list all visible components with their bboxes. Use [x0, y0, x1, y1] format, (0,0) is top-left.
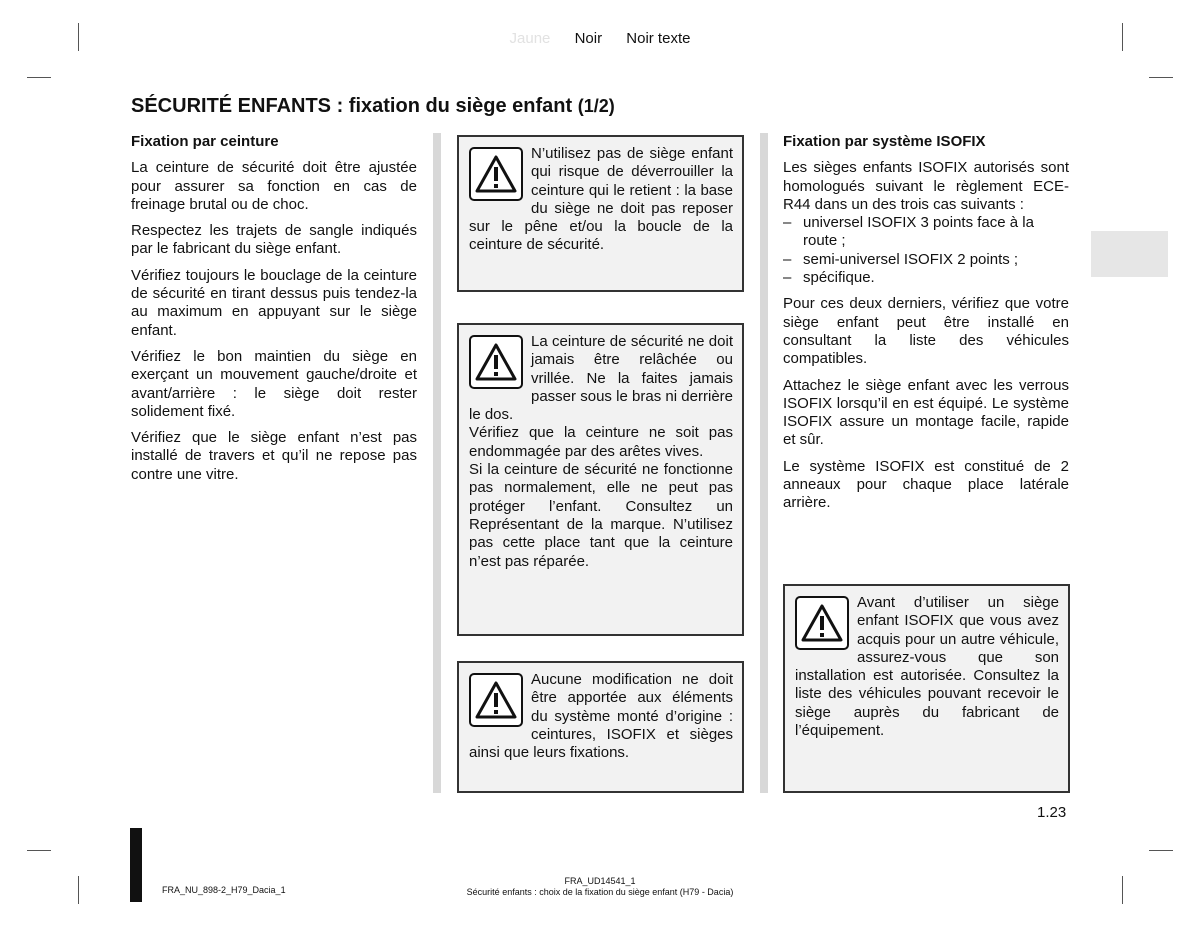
page-title-part: (1/2)	[577, 96, 615, 116]
warning-box	[457, 135, 744, 292]
warning-box	[457, 323, 744, 636]
right-column	[783, 133, 1069, 521]
unit-title: Sécurité enfants : choix de la fixation du siège enfant (H79 - Dacia)	[466, 887, 734, 897]
paragraph: Respectez les trajets de sangle indiqués par le fabricant du siège enfant.	[131, 222, 417, 258]
warning-text: Si la ceinture de sécurité ne fonctionne pas normalement, elle ne peut pas protéger l’enfant. Consultez un Représentant de la marque. N’utilisez pas cette place tant que la ceinture n’est pas réparée.	[469, 461, 733, 570]
warning-text: La ceinture de sécurité ne doit jamais être relâchée ou vrillée. Ne la faites jamais passer sous le bras ni derrière le dos.	[469, 333, 733, 424]
isofix-types-list	[783, 214, 1069, 287]
column-divider	[433, 133, 441, 793]
left-column	[131, 133, 417, 492]
paragraph: La ceinture de sécurité doit être ajustée pour assurer sa fonction en cas de freinage brutal ou de choc.	[131, 159, 417, 213]
warning-text: Vérifiez que la ceinture ne soit pas endommagée par des arêtes vives.	[469, 424, 733, 460]
paragraph: Le système ISOFIX est constitué de 2 anneaux pour chaque place latérale arrière.	[783, 457, 1069, 512]
chapter-tab	[1091, 231, 1168, 277]
warning-triangle-icon	[795, 596, 849, 650]
color-label-noir-texte: Noir texte	[626, 30, 691, 47]
warning-triangle-icon	[469, 673, 523, 727]
page-title-main: SÉCURITÉ ENFANTS : fixation du siège enfant	[131, 95, 573, 117]
unit-reference: FRA_UD14541_1	[564, 876, 636, 886]
warning-triangle-icon	[469, 335, 523, 389]
page-title	[131, 95, 615, 118]
page-number: 1.23	[1037, 804, 1067, 821]
paragraph: Pour ces deux derniers, vérifiez que votre siège enfant peut être installé en consultant la liste des véhicules compatibles.	[783, 295, 1069, 368]
crop-mark	[27, 77, 51, 78]
warning-text: Aucune modification ne doit être apportée aux éléments du système monté d’origine : ceintures, ISOFIX et sièges ainsi que leurs fixations.	[469, 671, 733, 762]
paragraph: Vérifiez toujours le bouclage de la ceinture de sécurité en tirant dessus puis tendez-la au maximum en appuyant sur le siège enfant.	[131, 266, 417, 339]
paragraph: Les sièges enfants ISOFIX autorisés sont homologués suivant le règlement ECE-R44 dans un des trois cas suivants :	[783, 159, 1069, 213]
doc-reference: FRA_NU_898-2_H79_Dacia_1	[162, 885, 286, 895]
crop-mark	[1149, 77, 1173, 78]
column-divider	[760, 133, 768, 793]
warning-text: N’utilisez pas de siège enfant qui risque de déverrouiller la ceinture qui le retient : la base du siège ne doit pas reposer sur le pêne et/ou la boucle de la ceinture de sécurité.	[469, 145, 733, 254]
color-label-noir: Noir	[574, 30, 603, 47]
list-item: – universel ISOFIX 3 points face à la route ;	[783, 214, 1034, 250]
crop-mark	[1149, 850, 1173, 851]
footer-unit-info	[0, 876, 1200, 898]
warning-text: Avant d’utiliser un siège enfant ISOFIX que vous avez acquis pour un autre véhicule, assurez-vous que son installation est autorisée. Consultez la liste des véhicules pouvant recevoir le siège auprès du fabricant de l’équipement.	[795, 594, 1059, 740]
list-item: – spécifique.	[783, 269, 875, 287]
warning-triangle-icon	[469, 147, 523, 201]
warning-box	[457, 661, 744, 793]
paragraph: Vérifiez que le siège enfant n’est pas installé de travers et qu’il ne repose pas contre une vitre.	[131, 429, 417, 483]
crop-mark	[27, 850, 51, 851]
color-label-jaune: Jaune	[509, 30, 551, 47]
paragraph: Vérifiez le bon maintien du siège en exerçant un mouvement gauche/droite et avant/arrière : le siège doit rester solidement fixé.	[131, 347, 417, 420]
section-heading-belt: Fixation par ceinture	[131, 133, 279, 150]
paragraph: Attachez le siège enfant avec les verrous ISOFIX lorsqu’il en est équipé. Le système ISOFIX assure un montage facile, rapide et sûr.	[783, 376, 1069, 449]
print-color-labels	[0, 30, 1200, 47]
list-item: – semi-universel ISOFIX 2 points ;	[783, 250, 1019, 268]
section-heading-isofix: Fixation par système ISOFIX	[783, 133, 986, 150]
warning-box	[783, 584, 1070, 793]
